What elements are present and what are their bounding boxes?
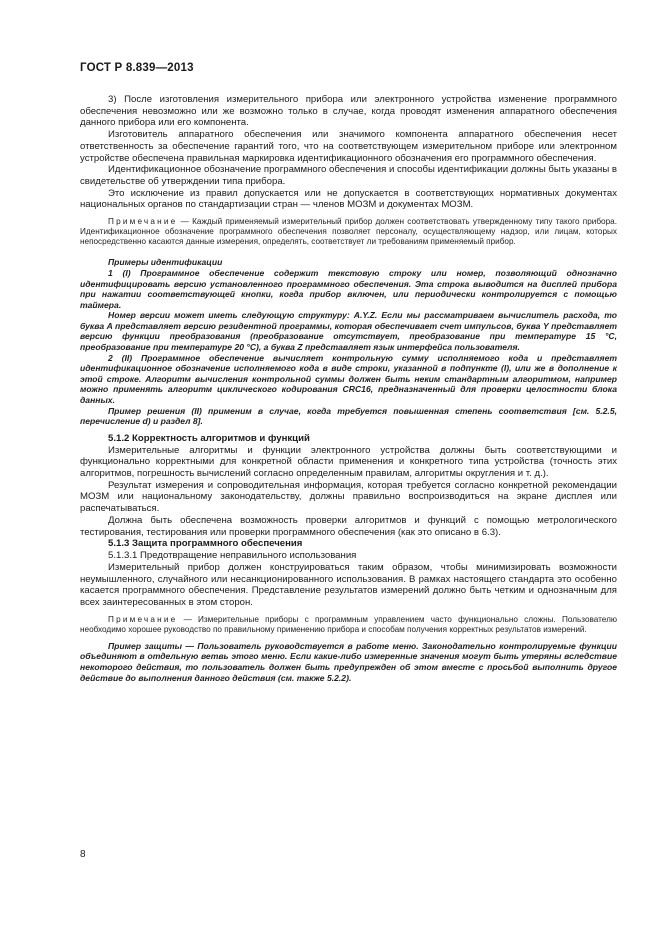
page-content [80,94,617,683]
section-heading: 5.1.3 Защита программного обеспечения [108,538,303,550]
page-number: 8 [80,849,86,860]
paragraph: Должна быть обеспечена возможность проверки алгоритмов и функций с помощью метрологического тестирования, тестирования или проверки программного обеспечения (как это описано в 6.3). [80,514,617,538]
note [80,217,617,247]
paragraph: Это исключение из правил допускается или не допускается в соответствующих нормативных документах национальных органов по стандартизации стран — членов МОЗМ и документах МОЗМ. [80,187,617,211]
note-label: Примечание [108,614,178,624]
document-header: ГОСТ Р 8.839—2013 [80,62,194,74]
examples-title: Примеры идентификации [108,257,223,268]
section-heading: 5.1.2 Корректность алгоритмов и функций [108,432,310,444]
example-paragraph: 1 (I) Программное обеспечение содержит текстовую строку или номер, позволяющий однозначно идентифицировать версию установленного программного обеспечения. Эта строка выводится на дисплей прибора при нажатии соответствующей кнопки, когда прибор включен, или периодически контролируется с помощью таймера. [80,267,617,310]
example-paragraph: Номер версии может иметь следующую структуру: A.Y.Z. Если мы рассматриваем вычислитель расхода, то буква A представляет версию резидентной программы, которая обеспечивает счет импульсов, буква Y представляет версию функции преобразования (преобразование отсутствует, преобразование при температуре 15 °C, преобразование при температуре 20 °C), а буква Z представляет язык интерфейса пользователя. [80,310,617,353]
subsection-heading: 5.1.3.1 Предотвращение неправильного использования [108,550,357,562]
note-text: — Каждый применяемый измерительный прибор должен соответствовать утвержденному типу такого прибора. Идентификационное обозначение программного обеспечения позволяет персоналу, осуществляющему надзор, или лицам, которых непосредственно касаются данные измерения, определять, соответствует ли требованиям применяемый прибор. [80,217,617,247]
paragraph: Результат измерения и сопроводительная информация, которая требуется согласно конкретной рекомендации МОЗМ или национальному законодательству, должны правильно воспроизводиться на экране дисплея или распечатываться. [80,479,617,515]
paragraph: Идентификационное обозначение программного обеспечения и способы идентификации должны быть указаны в свидетельстве об утверждении типа прибора. [80,164,617,187]
paragraph: Измерительные алгоритмы и функции электронного устройства должны быть соответствующими и функционально корректными для конкретной области применения и конкретного типа устройства (точность этих алгоритмов, погрешность вычислений согласно определенным правилам, алгоритмы округления и т. д.). [80,444,617,480]
paragraph: 3) После изготовления измерительного прибора или электронного устройства изменение программного обеспечения невозможно или же возможно только в случае, когда проводят изменения аппаратного обеспечения данного прибора или его компонента. [80,94,617,129]
example-paragraph: Пример защиты — Пользователь руководствуется в работе меню. Законодательно контролируемые функции объединяют в отдельную ветвь этого меню. Если какие-либо измеренные значения могут быть утеряны вследствие некоторого действия, то пользователь должен быть предупрежден об этом вместе с просьбой выполнить другое действие до выполнения данного действия (см. также 5.2.2). [80,640,617,683]
note-label: Примечание [108,217,178,227]
note-text: — Измерительные приборы с программным управлением часто функционально сложны. Пользователю необходимо хорошее руководство по правильному применению прибора и способам получения корректных результатов измерений. [80,614,617,634]
note [80,615,617,635]
example-paragraph: Пример решения (II) применим в случае, когда требуется повышенная степень соответствия [см. 5.2.5, перечисление d) и раздел 8]. [80,405,617,427]
paragraph: Изготовитель аппаратного обеспечения или значимого компонента аппаратного обеспечения несет ответственность за обеспечение гарантий того, что на соответствующем измерительном приборе или электронном устройстве обеспечена правильная маркировка идентификационного обозначения его программного обеспечения. [80,129,617,164]
paragraph: Измерительный прибор должен конструироваться таким образом, чтобы минимизировать возможности неумышленного, случайного или несанкционированного использования. В рамках настоящего стандарта это особенно касается программного обеспечения. Представление результатов измерений должно быть четким и однозначным для всех заинтересованных в этом сторон. [80,561,617,608]
example-paragraph: 2 (II) Программное обеспечение вычисляет контрольную сумму исполняемого кода и представляет идентификационное обозначение исполняемого кода в виде строки, указанной в подпункте (I), или же в дополнение к этой строке. Алгоритм вычисления контрольной суммы должен быть неким стандартным алгоритмом, например можно применять алгоритм циклического кодирования CRC16, предназначенный для проверки целостности блока данных. [80,352,617,406]
